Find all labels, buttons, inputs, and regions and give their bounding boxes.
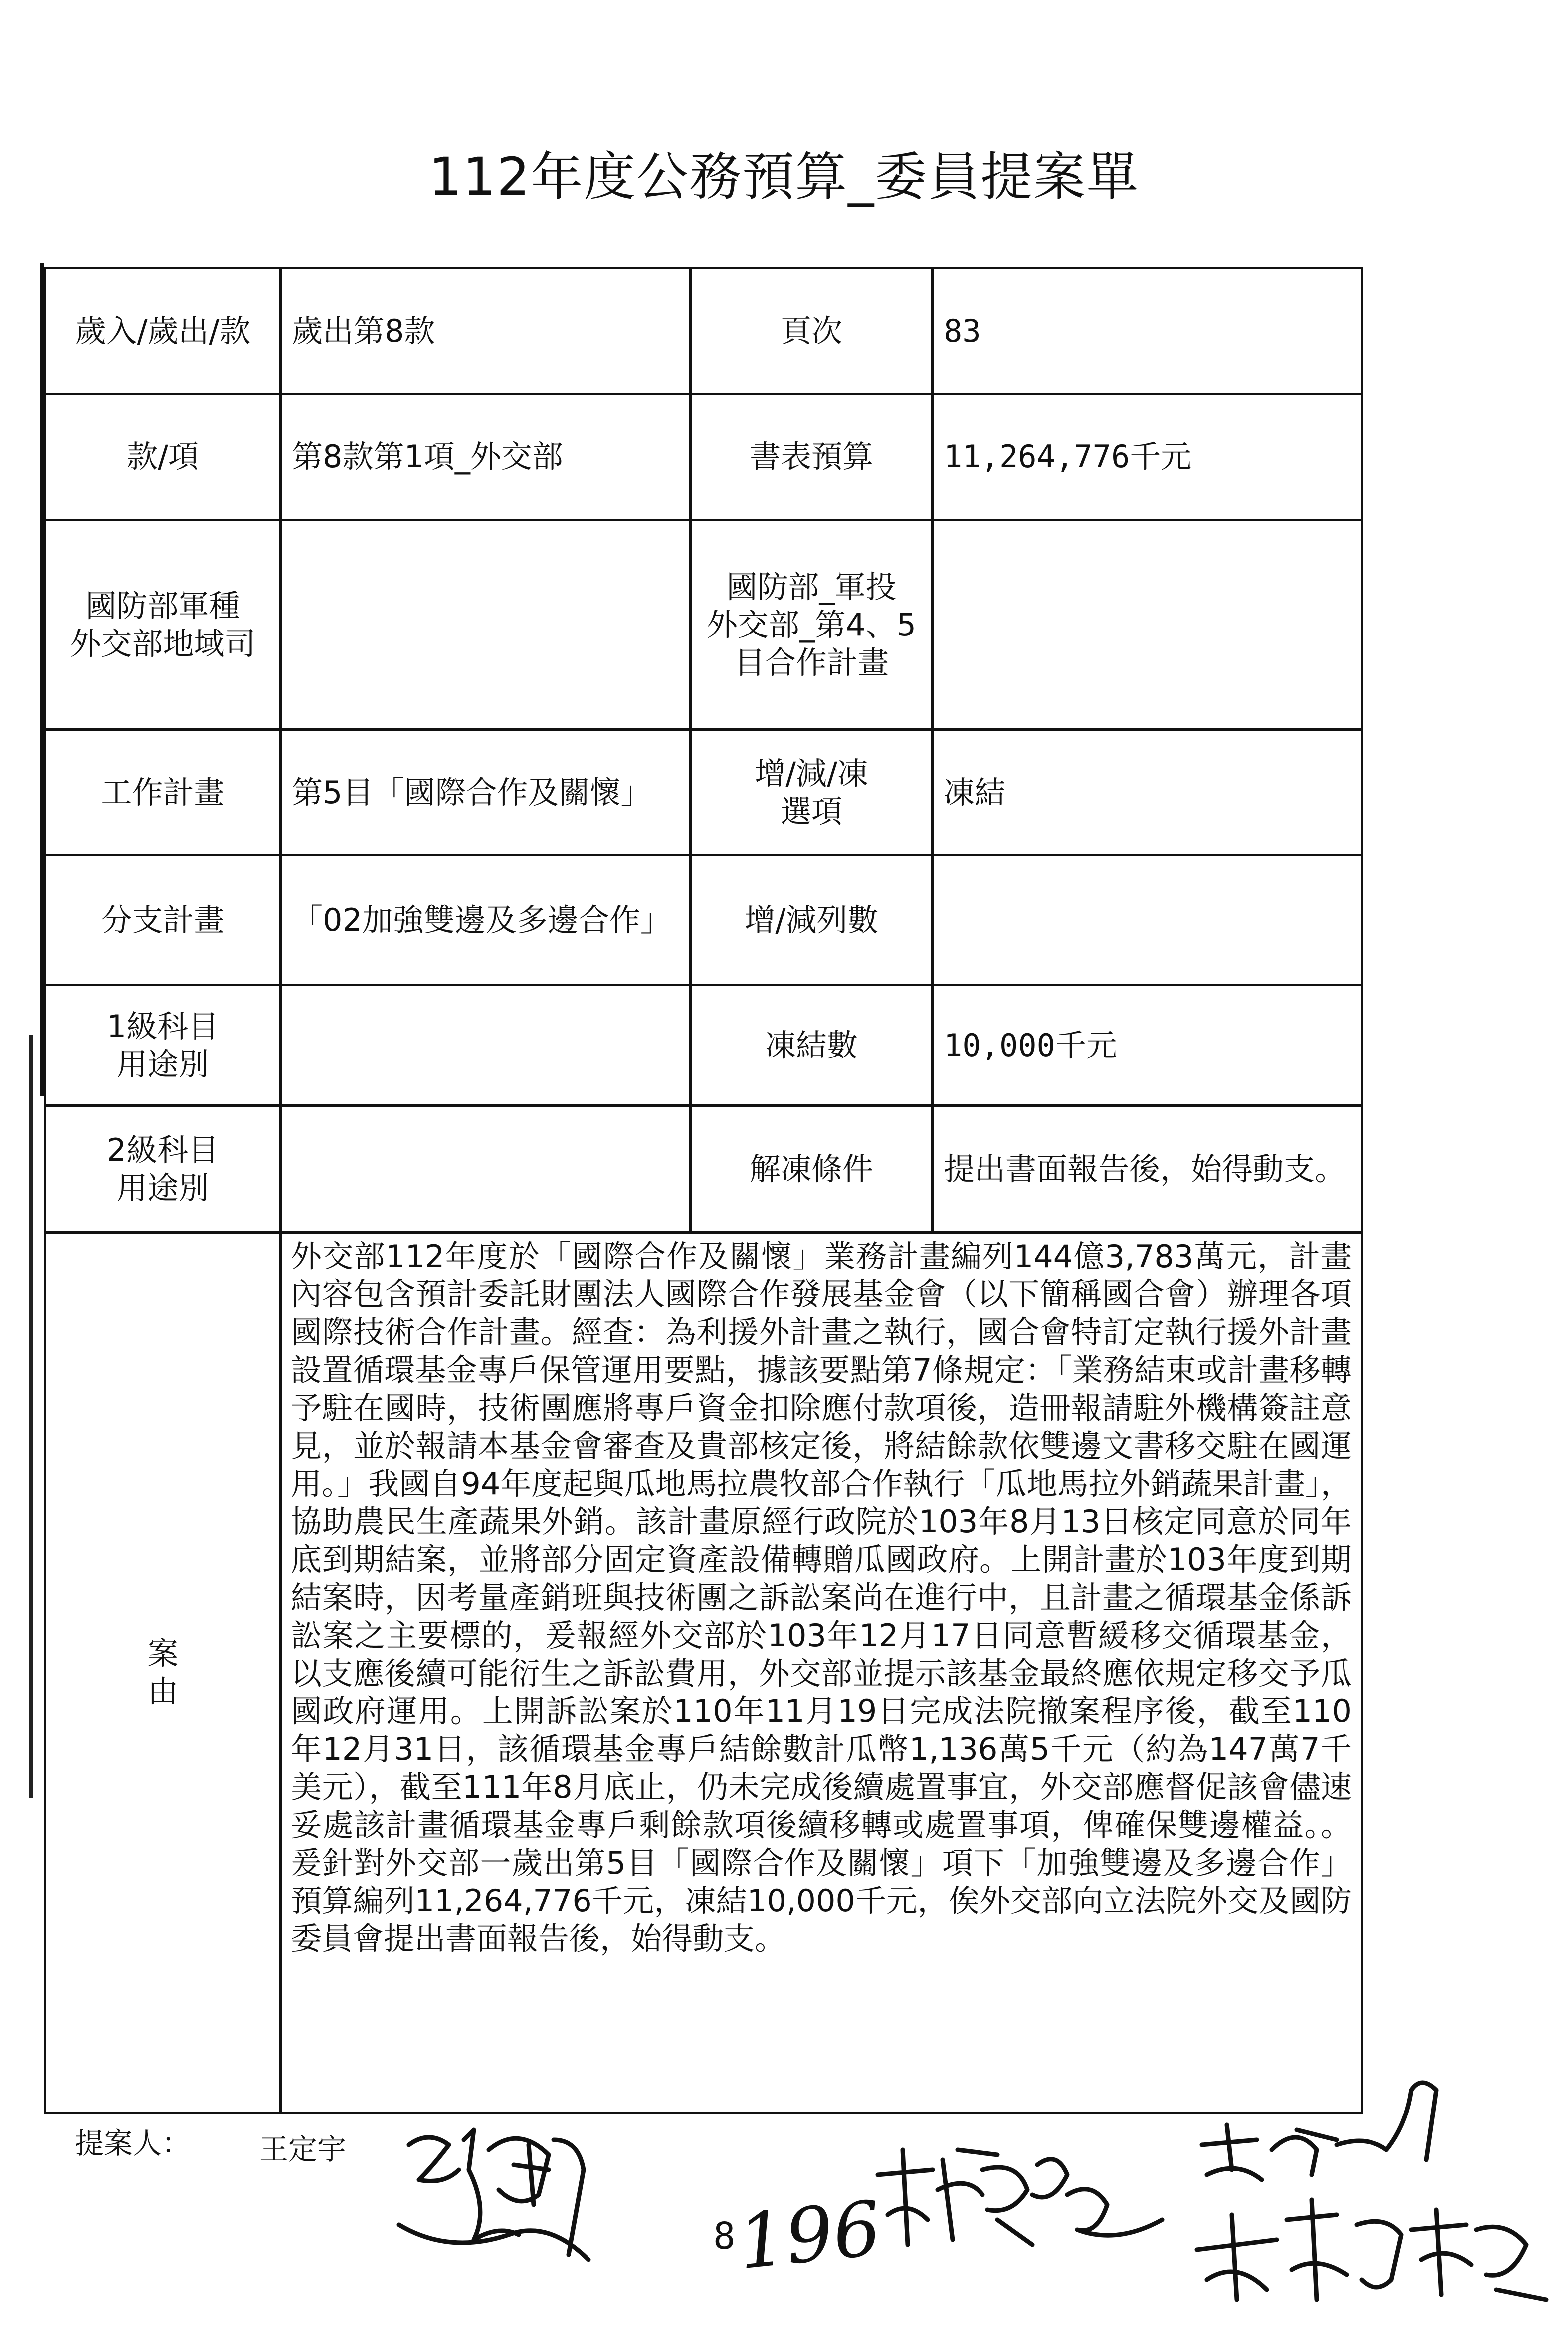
- label-option-line1: 增/減/凍: [755, 755, 868, 792]
- label-page: 頁次: [691, 268, 933, 394]
- value-department: [281, 520, 691, 730]
- scan-edge-mark: [40, 263, 44, 1096]
- label-budget: 書表預算: [691, 394, 933, 520]
- label-level2-line1: 2級科目: [106, 1131, 219, 1168]
- label-department: [45, 520, 281, 730]
- label-option-line2: 選項: [780, 793, 842, 830]
- signature-2: [868, 2120, 1167, 2280]
- label-item: 款/項: [45, 394, 281, 520]
- proposal-form-table: [44, 267, 1363, 2114]
- row-account: [45, 268, 1362, 394]
- handwritten-number: 196: [734, 2185, 885, 2287]
- label-program-line3: 目合作計畫: [734, 644, 889, 681]
- scan-edge-mark-lower: [29, 1035, 33, 1798]
- signature-1: [389, 2110, 598, 2275]
- label-level2: [45, 1106, 281, 1233]
- label-adjust-amount: 增/減列數: [691, 855, 933, 985]
- label-level1-line1: 1級科目: [106, 1008, 219, 1045]
- value-item: 第8款第1項_外交部: [281, 394, 691, 520]
- label-unfreeze-condition: 解凍條件: [691, 1106, 933, 1233]
- label-branch-plan: 分支計畫: [45, 855, 281, 985]
- label-account: 歲入/歲出/款: [45, 268, 281, 394]
- row-department: [45, 520, 1362, 730]
- row-work-plan: [45, 730, 1362, 855]
- value-account: 歲出第8款: [281, 268, 691, 394]
- row-branch-plan: [45, 855, 1362, 985]
- label-program-line2: 外交部_第4、5: [707, 606, 916, 643]
- proposer-name: 王定宇: [259, 2132, 347, 2166]
- value-page: 83: [933, 268, 1362, 394]
- value-budget: 11,264,776千元: [933, 394, 1362, 520]
- value-program: [933, 520, 1362, 730]
- row-reason: [45, 1233, 1362, 2113]
- value-option: 凍結: [933, 730, 1362, 855]
- label-level1: [45, 985, 281, 1106]
- signature-3: [1187, 2070, 1556, 2305]
- label-program-line1: 國防部_軍投: [726, 568, 897, 605]
- label-department-line2: 外交部地域司: [70, 625, 256, 662]
- value-level2: [281, 1106, 691, 1233]
- proposer-label: 提案人：: [75, 2126, 191, 2160]
- label-work-plan: 工作計畫: [45, 730, 281, 855]
- document-title: 112年度公務預算_委員提案單: [428, 146, 1140, 207]
- reason-text: 外交部112年度於「國際合作及關懷」業務計畫編列144億3,783萬元，計畫內容包含預計委託財團法人國際合作發展基金會（以下簡稱國合會）辦理各項國際技術合作計畫。經查：為利援外計畫之執行，國合會特訂定執行援外計畫設置循環基金專戶保管運用要點，據該要點第7條規定：「業務結束或計畫移轉予駐在國時，技術團應將專戶資金扣除應付款項後，造冊報請駐外機構簽註意見，並於報請本基金會審查及貴部核定後，將結餘款依雙邊文書移交駐在國運用。」我國自94年度起與瓜地馬拉農牧部合作執行「瓜地馬拉外銷蔬果計畫」，協助農民生產蔬果外銷。該計畫原經行政院於103年8月13日核定同意於同年底到期結案，並將部分固定資產設備轉贈瓜國政府。上開計畫於103年度到期結案時，因考量產銷班與技術團之訴訟案尚在進行中，且計畫之循環基金係訴訟案之主要標的，爰報經外交部於103年12月17日同意暫緩移交循環基金，以支應後續可能衍生之訴訟費用，外交部並提示該基金最終應依規定移交予瓜國政府運用。上開訴訟案於110年11月19日完成法院撤案程序後，截至110年12月31日，該循環基金專戶結餘數計瓜幣1,136萬5千元（約為147萬7千美元），截至111年8月底止，仍未完成後續處置事宜，外交部應督促該會儘速妥處該計畫循環基金專戶剩餘款項後續移轉或處置事項，俾確保雙邊權益。。 爰針對外交部一歲出第5目「國際合作及關懷」項下「加強雙邊及多邊合作」預算編列11,264,776千元，凍結10,000千元，俟外交部向立法院外交及國防委員會提出書面報告後，始得動支。: [281, 1233, 1362, 2113]
- value-work-plan: 第5目「國際合作及關懷」: [281, 730, 691, 855]
- value-branch-plan: 「02加強雙邊及多邊合作」: [281, 855, 691, 985]
- label-level1-line2: 用途別: [116, 1046, 209, 1082]
- label-freeze-amount: 凍結數: [691, 985, 933, 1106]
- label-reason: 案由: [45, 1233, 281, 2113]
- label-option: [691, 730, 933, 855]
- value-level1: [281, 985, 691, 1106]
- label-program: [691, 520, 933, 730]
- page-number-mark: 8: [713, 2215, 736, 2258]
- label-level2-line2: 用途別: [116, 1169, 209, 1206]
- value-unfreeze-condition: 提出書面報告後，始得動支。: [933, 1106, 1362, 1233]
- label-department-line1: 國防部軍種: [85, 587, 240, 624]
- row-item: [45, 394, 1362, 520]
- row-level1: [45, 985, 1362, 1106]
- value-adjust-amount: [933, 855, 1362, 985]
- value-freeze-amount: 10,000千元: [933, 985, 1362, 1106]
- row-level2: [45, 1106, 1362, 1233]
